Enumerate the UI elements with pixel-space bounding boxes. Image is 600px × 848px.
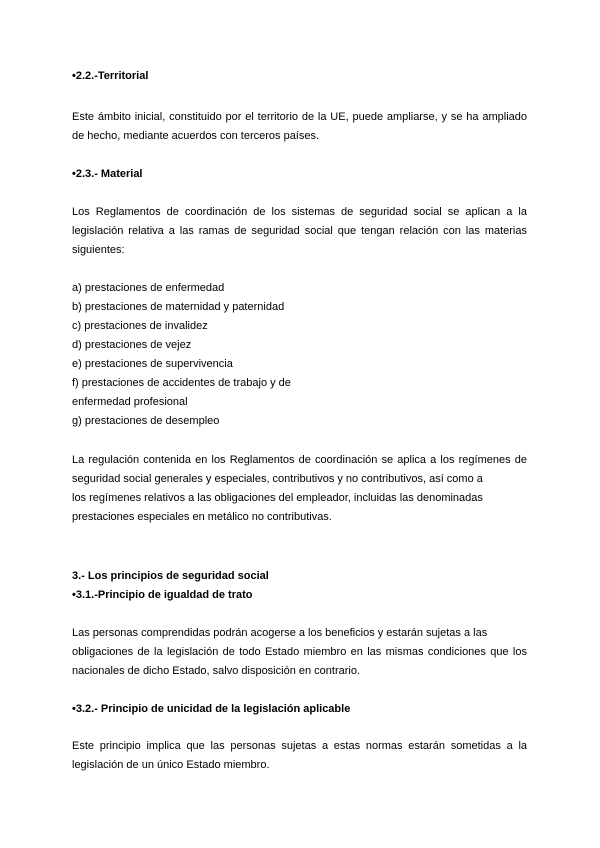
heading-3: 3.- Los principios de seguridad social	[72, 570, 269, 582]
list-item: a) prestaciones de enfermedad	[72, 282, 225, 294]
paragraph-material-intro	[72, 203, 527, 260]
benefits-list	[72, 279, 291, 431]
text-line: nacionales de dicho Estado, salvo disposición en contrario.	[72, 665, 361, 677]
list-item: g) prestaciones de desempleo	[72, 415, 220, 427]
text-line: prestaciones especiales en metálico no contributivas.	[72, 511, 332, 523]
text-line: de hecho, mediante acuerdos con terceros países.	[72, 130, 320, 142]
text-line: Este principio implica que las personas sujetas a estas normas estarán sometidas a la	[72, 740, 527, 752]
text-line: Los Reglamentos de coordinación de los sistemas de seguridad social se aplican a la	[72, 206, 527, 218]
list-item: f) prestaciones de accidentes de trabajo y de	[72, 377, 291, 389]
paragraph-territorial	[72, 108, 527, 146]
list-item: e) prestaciones de supervivencia	[72, 358, 233, 370]
text-line: obligaciones de la legislación de todo Estado miembro en las mismas condiciones que los	[72, 646, 527, 658]
list-item: c) prestaciones de invalidez	[72, 320, 208, 332]
text-line: Las personas comprendidas podrán acogerse a los beneficios y estarán sujetas a las	[72, 627, 488, 639]
paragraph-material-closing	[72, 451, 527, 527]
text-line: legislación relativa a las ramas de seguridad social que tengan relación con las materias	[72, 225, 527, 237]
heading-3-2: •3.2.- Principio de unicidad de la legislación aplicable	[72, 703, 351, 715]
text-line: legislación de un único Estado miembro.	[72, 759, 270, 771]
list-item: d) prestaciones de vejez	[72, 339, 192, 351]
list-item: enfermedad profesional	[72, 396, 188, 408]
heading-2-3: •2.3.- Material	[72, 168, 143, 180]
paragraph-unicidad	[72, 737, 527, 775]
heading-3-1: •3.1.-Principio de igualdad de trato	[72, 589, 253, 601]
text-line: seguridad social generales y especiales, contributivos y no contributivos, así como a	[72, 473, 483, 485]
text-line: siguientes:	[72, 244, 125, 256]
text-line: los regímenes relativos a las obligaciones del empleador, incluidas las denominadas	[72, 492, 483, 504]
list-item: b) prestaciones de maternidad y paternidad	[72, 301, 285, 313]
text-line: Este ámbito inicial, constituido por el territorio de la UE, puede ampliarse, y se ha ampliado	[72, 111, 527, 123]
paragraph-igualdad-trato	[72, 624, 527, 681]
text-line: La regulación contenida en los Reglamentos de coordinación se aplica a los regímenes de	[72, 454, 527, 466]
heading-2-2: •2.2.-Territorial	[72, 70, 149, 82]
